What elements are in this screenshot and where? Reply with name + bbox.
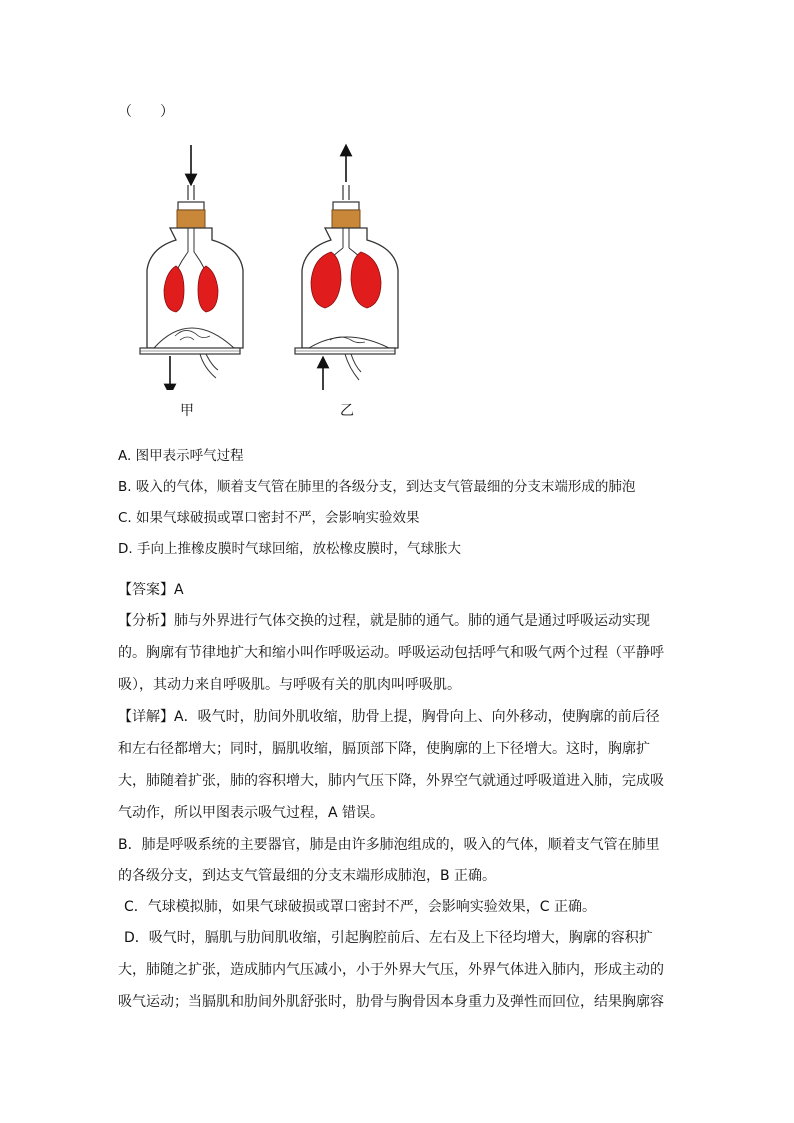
detail-line: B．肺是呼吸系统的主要器官，肺是由许多肺泡组成的，吸入的气体，顺着支气管在肺里 (118, 837, 660, 853)
analysis-line: 的。胸廓有节律地扩大和缩小叫作呼吸运动。呼吸运动包括呼气和吸气两个过程（平静呼 (118, 645, 664, 661)
jar-jia (140, 145, 243, 390)
option-a: A. 图甲表示呼气过程 (118, 448, 244, 464)
detail-line: 和左右径都增大；同时，膈肌收缩，膈顶部下降，使胸廓的上下径增大。这时，胸廓扩 (118, 741, 650, 757)
option-c: C. 如果气球破损或罩口密封不严，会影响实验效果 (118, 510, 420, 526)
option-b: B. 吸入的气体，顺着支气管在肺里的各级分支，到达支气管最细的分支末端形成的肺泡 (118, 479, 636, 495)
detail-line: 吸气运动；当膈肌和肋间外肌舒张时，肋骨与胸骨因本身重力及弹性而回位，结果胸廓容 (118, 994, 664, 1010)
detail-line: 【详解】A．吸气时，肋间外肌收缩，肋骨上提，胸骨向上、向外移动，使胸廓的前后径 (118, 709, 660, 725)
detail-line: D．吸气时，膈肌与肋间肌收缩，引起胸腔前后、左右及上下径均增大，胸廓的容积扩 (124, 930, 653, 946)
detail-line: 大，肺随之扩张，造成肺内气压减小，小于外界大气压，外界气体进入肺内，形成主动的 (118, 962, 664, 978)
jar-yi (295, 150, 398, 390)
detail-line: 大，肺随着扩张，肺的容积增大，肺内气压下降，外界空气就通过呼吸道进入肺，完成吸 (118, 773, 664, 789)
answer-bracket: （ ） (118, 104, 174, 120)
detail-line: C．气球模拟肺，如果气球破损或罩口密封不严，会影响实验效果，C 正确。 (124, 899, 596, 915)
answer-line: 【答案】A (118, 582, 184, 598)
bell-jar-figure (130, 140, 400, 390)
detail-line: 气动作，所以甲图表示吸气过程，A 错误。 (118, 805, 385, 821)
option-d: D. 手向上推橡皮膜时气球回缩，放松橡皮膜时，气球胀大 (118, 541, 461, 557)
analysis-line: 【分析】肺与外界进行气体交换的过程，就是肺的通气。肺的通气是通过呼吸运动实现 (118, 613, 650, 629)
analysis-line: 吸），其动力来自呼吸肌。与呼吸有关的肌肉叫呼吸肌。 (118, 677, 461, 693)
detail-line: 的各级分支，到达支气管最细的分支末端形成肺泡，B 正确。 (118, 868, 497, 884)
label-jia: 甲 (180, 403, 194, 419)
label-yi: 乙 (340, 403, 354, 419)
